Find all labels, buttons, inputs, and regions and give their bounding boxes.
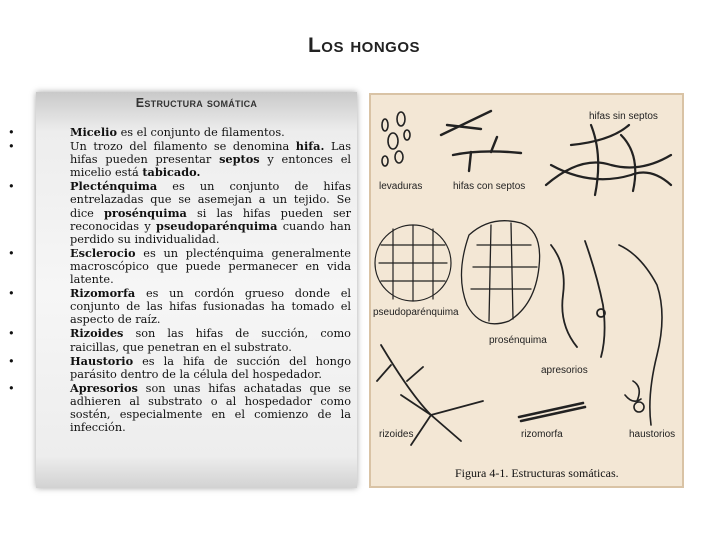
aseptate-hyphae-drawing <box>546 125 671 195</box>
label-rizoides: rizoides <box>379 429 414 440</box>
list-item: • Micelio es el conjunto de filamentos. <box>36 126 357 139</box>
definition-list <box>36 126 357 435</box>
list-item: • Haustorio es la hifa de succión del hongo parásito dentro de la célula del hospedador. <box>36 355 357 381</box>
rhizomorph-drawing <box>519 403 585 421</box>
label-hifas-sin-septos: hifas sin septos <box>589 111 658 122</box>
list-item: • Rizoides son las hifas de succión, como raicillas, que penetran en el substrato. <box>36 327 357 353</box>
list-item: • Rizomorfa es un cordón grueso donde el conjunto de las hifas fusionadas ha tomado el aspecto de raíz. <box>36 287 357 326</box>
yeast-drawing <box>382 112 410 166</box>
label-rizomorfa: rizomorfa <box>521 429 563 440</box>
label-pseudoparenquima: pseudoparénquima <box>373 307 459 318</box>
list-item: • Plecténquima es un conjunto de hifas entrelazadas que se asemejan a un tejido. Se dice prosénquima si las hifas pueden ser reconocidas y pseudoparénquima cuando han perdido su individualidad. <box>36 180 357 245</box>
label-apresorios: apresorios <box>541 365 588 376</box>
list-item: • Esclerocio es un plecténquima generalmente macroscópico que puede permanecer en vida latente. <box>36 247 357 286</box>
figure-caption: Figura 4-1. Estructuras somáticas. <box>455 466 619 480</box>
label-haustorios: haustorios <box>629 429 676 440</box>
slide-title: Los hongos <box>307 34 420 57</box>
label-prosenquima: prosénquima <box>489 335 547 346</box>
appressoria-drawing <box>551 241 605 357</box>
list-item: • Apresorios son unas hifas achatadas que se adhieren al substrato o al hospedador como sostén, especialmente en el comienzo de la infección. <box>36 382 357 434</box>
label-hifas-con-septos: hifas con septos <box>453 181 526 192</box>
pseudoparenchyma-drawing <box>375 225 451 301</box>
somatic-structures-figure <box>369 93 684 488</box>
text-panel <box>36 92 357 488</box>
figure-illustration <box>371 95 682 486</box>
list-item: • Un trozo del filamento se denomina hifa. Las hifas pueden presentar septos y entonces el micelio está tabicado. <box>36 140 357 179</box>
panel-heading: Estructura somática <box>135 96 258 110</box>
prosenchyma-drawing <box>461 221 539 324</box>
haustoria-drawing <box>619 245 662 425</box>
label-levaduras: levaduras <box>379 181 423 192</box>
septate-hyphae-drawing <box>441 111 521 171</box>
